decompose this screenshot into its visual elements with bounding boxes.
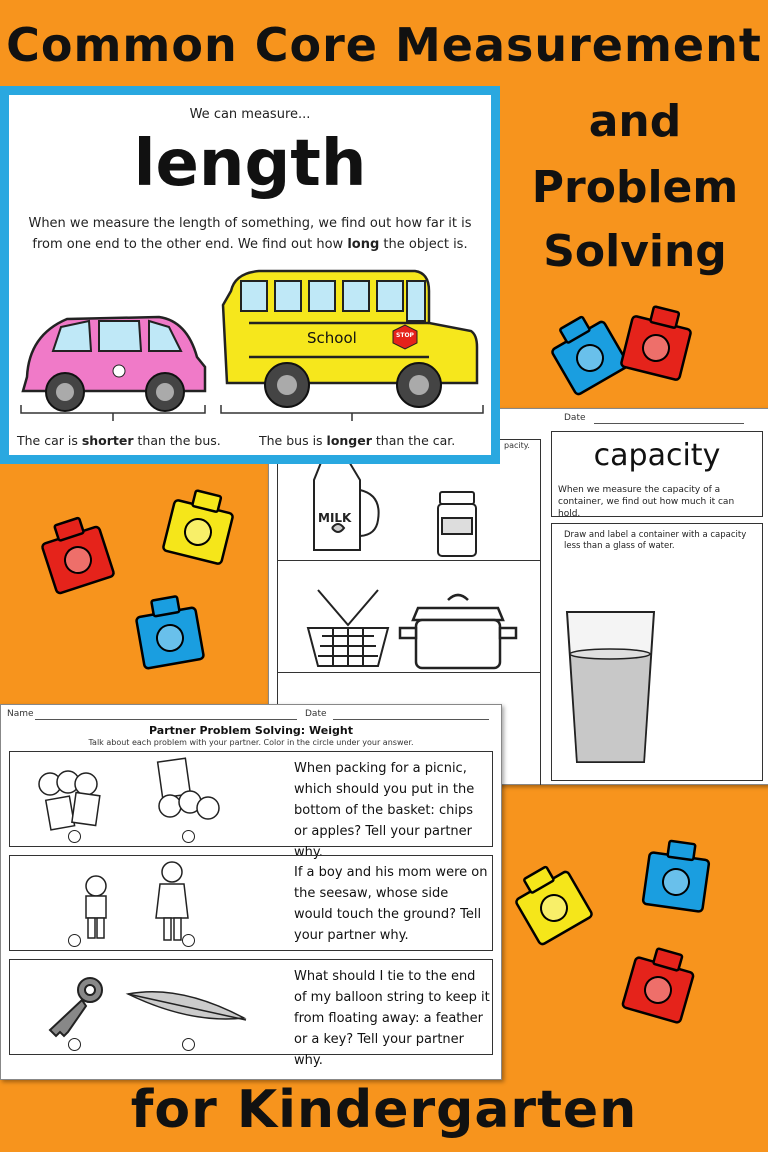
milk-label: MILK [318, 511, 352, 525]
apples-icon [158, 758, 219, 819]
answer-circle-mom[interactable] [182, 934, 195, 947]
definition-emphasis: long [347, 237, 380, 252]
answer-circle-apples[interactable] [182, 830, 195, 843]
capacity-word: capacity [593, 438, 721, 473]
problem-card-picnic [9, 751, 493, 860]
problem-text: If a boy and his mom were on the seesaw, whose side would touch the ground? Tell your partner why. [294, 865, 488, 943]
side-title-problem: Problem [531, 162, 739, 213]
car-caption-end: than the bus. [133, 433, 221, 448]
bus-caption [259, 433, 455, 448]
worksheet-instructions: Talk about each problem with your partner. Color in the circle under your answer. [88, 738, 414, 747]
feather-icon [128, 992, 246, 1020]
capacity-fragment: pacity. [504, 441, 530, 450]
answer-circle-chips[interactable] [68, 830, 81, 843]
definition-text-end: the object is. [379, 237, 468, 252]
blue-brick-icon [134, 593, 205, 668]
drawing-area[interactable] [551, 523, 763, 781]
stop-sign-text: STOP [396, 332, 414, 339]
red-brick-icon [37, 513, 114, 594]
chips-icon [39, 771, 100, 830]
vehicle-illustrations [9, 95, 491, 455]
poster-word: length [133, 127, 367, 201]
name-label: Name [7, 709, 34, 719]
car-caption [17, 433, 221, 448]
milk-jug-icon [314, 450, 379, 550]
blue-brick-icon [643, 838, 712, 912]
bus-caption-emphasis: longer [326, 433, 372, 448]
main-title: Common Core Measurement [6, 18, 762, 72]
answer-circle-boy[interactable] [68, 934, 81, 947]
key-and-feather-illustration [10, 960, 280, 1054]
capacity-definition-card [551, 431, 763, 517]
picnic-illustration [10, 752, 280, 846]
boy-icon [86, 876, 106, 938]
date-label: Date [564, 413, 586, 423]
pot-icon [400, 595, 516, 668]
problem-card-seesaw [9, 855, 493, 951]
bus-caption-text: The bus is [259, 433, 327, 448]
boy-and-mom-illustration [10, 856, 280, 950]
date-line [594, 423, 744, 424]
length-poster [0, 86, 500, 464]
definition-text: When we measure the length of something, we find out how far it is from one end to the other end. We find out how [28, 216, 472, 252]
date-line [333, 719, 489, 720]
car-icon [23, 317, 205, 411]
answer-circle-feather[interactable] [182, 1038, 195, 1051]
capacity-definition: When we measure the capacity of a container, we find out how much it can hold. [558, 485, 735, 519]
answer-circle-key[interactable] [68, 1038, 81, 1051]
worksheet-title: Partner Problem Solving: Weight [149, 724, 353, 737]
mom-icon [156, 862, 188, 940]
weight-worksheet [0, 704, 502, 1080]
blue-brick-icon [544, 308, 629, 395]
red-brick-icon [621, 302, 695, 381]
poster-kicker: We can measure... [189, 107, 311, 122]
yellow-brick-icon [508, 858, 593, 945]
jar-icon [438, 492, 476, 556]
side-title-and: and [588, 96, 682, 147]
red-brick-icon [622, 943, 698, 1023]
car-caption-text: The car is [17, 433, 82, 448]
length-poster-content [9, 95, 491, 455]
date-label: Date [305, 709, 327, 719]
problem-card-balloon [9, 959, 493, 1068]
key-icon [50, 978, 102, 1036]
name-line [35, 719, 297, 720]
drawing-prompt: Draw and label a container with a capacity less than a glass of water. [564, 530, 747, 551]
measure-brackets [21, 405, 483, 421]
bottom-title: for Kindergarten [130, 1080, 638, 1140]
problem-text: When packing for a picnic, which should you put in the bottom of the basket: chips or apples? Tell your partner why. [294, 761, 475, 860]
water-glass-icon [552, 524, 762, 780]
problem-text: What should I tie to the end of my balloon string to keep it from floating away: a feather or a key? Tell your partner why. [294, 969, 490, 1068]
side-title-solving: Solving [543, 226, 727, 277]
basket-icon [308, 590, 388, 666]
car-caption-emphasis: shorter [81, 433, 134, 448]
bus-sign-text: School [307, 329, 357, 347]
yellow-brick-icon [163, 486, 237, 565]
bus-caption-end: than the car. [371, 433, 456, 448]
